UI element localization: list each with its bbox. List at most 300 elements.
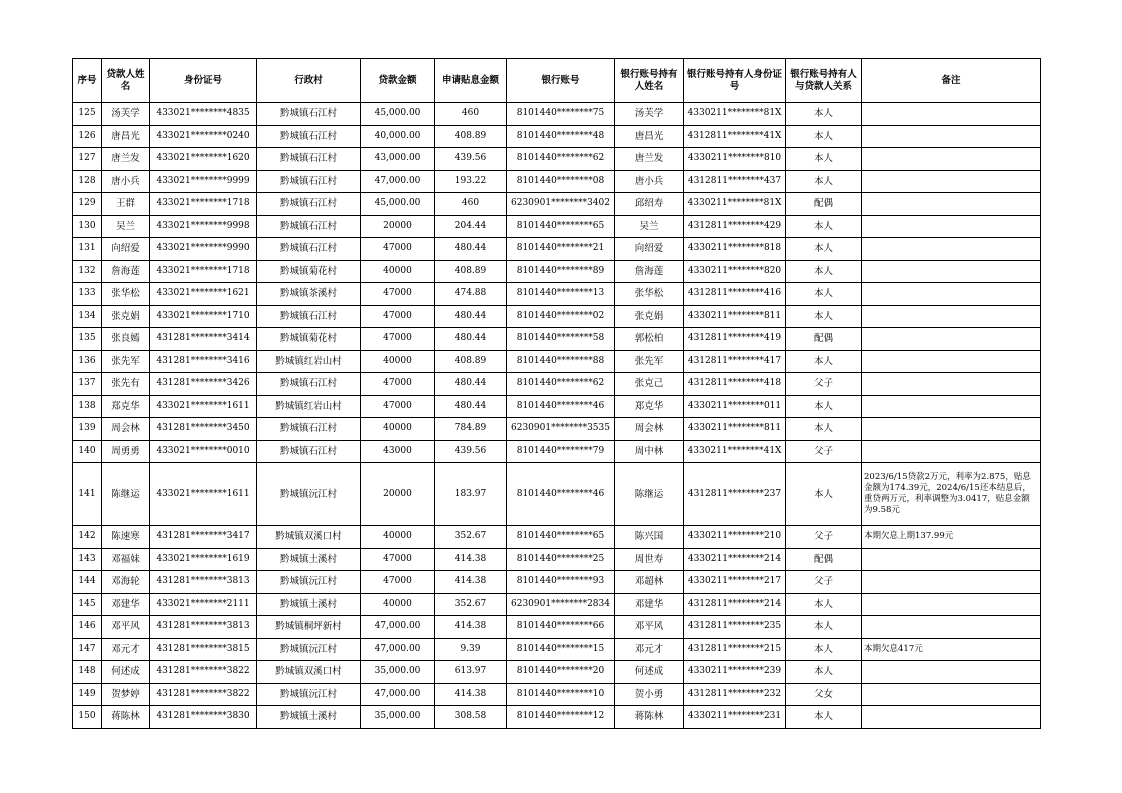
table-row bbox=[73, 661, 1041, 684]
holder-id-cell: 4312811********417 bbox=[684, 350, 786, 373]
remarks-cell bbox=[862, 193, 1041, 216]
remarks-cell bbox=[862, 170, 1041, 193]
holder-name-cell: 邱绍寿 bbox=[615, 193, 684, 216]
id-number-cell: 431281********3822 bbox=[150, 661, 257, 684]
loan-amount-cell: 47000 bbox=[361, 305, 435, 328]
table-row bbox=[73, 638, 1041, 661]
relationship-cell: 配偶 bbox=[786, 548, 862, 571]
subsidy-amount-cell: 460 bbox=[435, 103, 507, 126]
loan-amount-cell: 40,000.00 bbox=[361, 125, 435, 148]
loan-amount-cell: 20000 bbox=[361, 463, 435, 526]
borrower-name-cell: 唐小兵 bbox=[102, 170, 150, 193]
seq-cell: 132 bbox=[73, 260, 102, 283]
remarks-cell: 本期欠息上期137.99元 bbox=[862, 526, 1041, 549]
table-row bbox=[73, 593, 1041, 616]
holder-name-cell: 周中林 bbox=[615, 440, 684, 463]
borrower-name-cell: 詹海莲 bbox=[102, 260, 150, 283]
subsidy-amount-cell: 414.38 bbox=[435, 548, 507, 571]
bank-account-cell: 8101440********48 bbox=[507, 125, 615, 148]
bank-account-cell: 8101440********58 bbox=[507, 328, 615, 351]
relationship-cell: 父女 bbox=[786, 683, 862, 706]
id-number-cell: 431281********3813 bbox=[150, 616, 257, 639]
loan-amount-cell: 47000 bbox=[361, 571, 435, 594]
holder-name-cell: 唐小兵 bbox=[615, 170, 684, 193]
relationship-cell: 父子 bbox=[786, 526, 862, 549]
header-village: 行政村 bbox=[257, 59, 361, 103]
borrower-name-cell: 陈继运 bbox=[102, 463, 150, 526]
seq-cell: 127 bbox=[73, 148, 102, 171]
holder-id-cell: 4312811********419 bbox=[684, 328, 786, 351]
seq-cell: 148 bbox=[73, 661, 102, 684]
village-cell: 黔城镇石江村 bbox=[257, 418, 361, 441]
village-cell: 黔城镇沅江村 bbox=[257, 683, 361, 706]
holder-name-cell: 邓元才 bbox=[615, 638, 684, 661]
relationship-cell: 本人 bbox=[786, 395, 862, 418]
table-row bbox=[73, 350, 1041, 373]
relationship-cell: 本人 bbox=[786, 638, 862, 661]
remarks-cell bbox=[862, 440, 1041, 463]
bank-account-cell: 8101440********46 bbox=[507, 395, 615, 418]
borrower-name-cell: 周会林 bbox=[102, 418, 150, 441]
relationship-cell: 父子 bbox=[786, 571, 862, 594]
seq-cell: 144 bbox=[73, 571, 102, 594]
loan-amount-cell: 40000 bbox=[361, 260, 435, 283]
header-holder-name: 银行账号持有人姓名 bbox=[615, 59, 684, 103]
id-number-cell: 433021********1620 bbox=[150, 148, 257, 171]
header-loan-amount: 贷款金额 bbox=[361, 59, 435, 103]
remarks-cell bbox=[862, 350, 1041, 373]
table-row bbox=[73, 283, 1041, 306]
loan-amount-cell: 47,000.00 bbox=[361, 638, 435, 661]
subsidy-amount-cell: 480.44 bbox=[435, 305, 507, 328]
holder-id-cell: 4312811********437 bbox=[684, 170, 786, 193]
loan-amount-cell: 47000 bbox=[361, 283, 435, 306]
relationship-cell: 本人 bbox=[786, 170, 862, 193]
id-number-cell: 433021********1718 bbox=[150, 193, 257, 216]
loan-amount-cell: 47,000.00 bbox=[361, 683, 435, 706]
subsidy-amount-cell: 613.97 bbox=[435, 661, 507, 684]
bank-account-cell: 8101440********66 bbox=[507, 616, 615, 639]
holder-id-cell: 4312811********232 bbox=[684, 683, 786, 706]
bank-account-cell: 8101440********10 bbox=[507, 683, 615, 706]
remarks-cell: 本期欠息417元 bbox=[862, 638, 1041, 661]
table-row bbox=[73, 238, 1041, 261]
table-row bbox=[73, 373, 1041, 396]
village-cell: 黔城镇桐坪新村 bbox=[257, 616, 361, 639]
seq-cell: 133 bbox=[73, 283, 102, 306]
subsidy-amount-cell: 480.44 bbox=[435, 238, 507, 261]
loan-amount-cell: 43,000.00 bbox=[361, 148, 435, 171]
seq-cell: 140 bbox=[73, 440, 102, 463]
borrower-name-cell: 周勇勇 bbox=[102, 440, 150, 463]
borrower-name-cell: 贺梦婷 bbox=[102, 683, 150, 706]
holder-id-cell: 4312811********237 bbox=[684, 463, 786, 526]
village-cell: 黔城镇石江村 bbox=[257, 193, 361, 216]
borrower-name-cell: 张先有 bbox=[102, 373, 150, 396]
header-seq: 序号 bbox=[73, 59, 102, 103]
borrower-name-cell: 张华松 bbox=[102, 283, 150, 306]
holder-id-cell: 4330211********810 bbox=[684, 148, 786, 171]
table-row bbox=[73, 571, 1041, 594]
remarks-cell bbox=[862, 148, 1041, 171]
id-number-cell: 431281********3426 bbox=[150, 373, 257, 396]
holder-id-cell: 4330211********818 bbox=[684, 238, 786, 261]
table-row bbox=[73, 148, 1041, 171]
id-number-cell: 433021********1611 bbox=[150, 463, 257, 526]
village-cell: 黔城镇菊花村 bbox=[257, 328, 361, 351]
holder-id-cell: 4330211********239 bbox=[684, 661, 786, 684]
remarks-cell bbox=[862, 548, 1041, 571]
remarks-cell bbox=[862, 616, 1041, 639]
remarks-cell bbox=[862, 395, 1041, 418]
table-row bbox=[73, 683, 1041, 706]
id-number-cell: 433021********1621 bbox=[150, 283, 257, 306]
subsidy-amount-cell: 439.56 bbox=[435, 440, 507, 463]
id-number-cell: 433021********1619 bbox=[150, 548, 257, 571]
table-row bbox=[73, 395, 1041, 418]
subsidy-amount-cell: 474.88 bbox=[435, 283, 507, 306]
remarks-cell bbox=[862, 103, 1041, 126]
relationship-cell: 本人 bbox=[786, 616, 862, 639]
loan-amount-cell: 40000 bbox=[361, 593, 435, 616]
seq-cell: 138 bbox=[73, 395, 102, 418]
village-cell: 黔城镇茶溪村 bbox=[257, 283, 361, 306]
seq-cell: 135 bbox=[73, 328, 102, 351]
holder-id-cell: 4330211********811 bbox=[684, 305, 786, 328]
remarks-cell bbox=[862, 283, 1041, 306]
holder-id-cell: 4330211********214 bbox=[684, 548, 786, 571]
village-cell: 黔城镇石江村 bbox=[257, 440, 361, 463]
relationship-cell: 本人 bbox=[786, 260, 862, 283]
holder-name-cell: 郭松柏 bbox=[615, 328, 684, 351]
borrower-name-cell: 张良嫣 bbox=[102, 328, 150, 351]
subsidy-amount-cell: 193.22 bbox=[435, 170, 507, 193]
table-row bbox=[73, 170, 1041, 193]
loan-amount-cell: 47000 bbox=[361, 395, 435, 418]
bank-account-cell: 8101440********62 bbox=[507, 148, 615, 171]
village-cell: 黔城镇石江村 bbox=[257, 148, 361, 171]
remarks-cell: 2023/6/15贷款2万元，利率为2.875，贴息金额为174.39元，2024/6/15还本结息后，重贷两万元，利率调整为3.0417，贴息金额为9.58元 bbox=[862, 463, 1041, 526]
remarks-cell bbox=[862, 661, 1041, 684]
holder-name-cell: 张华松 bbox=[615, 283, 684, 306]
loan-amount-cell: 47000 bbox=[361, 328, 435, 351]
header-borrower-name: 贷款人姓名 bbox=[102, 59, 150, 103]
relationship-cell: 本人 bbox=[786, 593, 862, 616]
loan-amount-cell: 35,000.00 bbox=[361, 706, 435, 729]
loan-amount-cell: 47000 bbox=[361, 373, 435, 396]
borrower-name-cell: 邓海轮 bbox=[102, 571, 150, 594]
holder-name-cell: 何述成 bbox=[615, 661, 684, 684]
bank-account-cell: 8101440********75 bbox=[507, 103, 615, 126]
subsidy-amount-cell: 9.39 bbox=[435, 638, 507, 661]
holder-id-cell: 4330211********011 bbox=[684, 395, 786, 418]
header-remarks: 备注 bbox=[862, 59, 1041, 103]
holder-name-cell: 张克娟 bbox=[615, 305, 684, 328]
table-row bbox=[73, 125, 1041, 148]
holder-id-cell: 4330211********81X bbox=[684, 193, 786, 216]
table-row bbox=[73, 706, 1041, 729]
subsidy-amount-cell: 480.44 bbox=[435, 395, 507, 418]
id-number-cell: 433021********9999 bbox=[150, 170, 257, 193]
loan-amount-cell: 35,000.00 bbox=[361, 661, 435, 684]
village-cell: 黔城镇石江村 bbox=[257, 103, 361, 126]
header-relationship: 银行账号持有人与贷款人关系 bbox=[786, 59, 862, 103]
table-row bbox=[73, 103, 1041, 126]
loan-amount-cell: 47000 bbox=[361, 548, 435, 571]
borrower-name-cell: 吴兰 bbox=[102, 215, 150, 238]
bank-account-cell: 6230901********3402 bbox=[507, 193, 615, 216]
borrower-name-cell: 何述成 bbox=[102, 661, 150, 684]
relationship-cell: 本人 bbox=[786, 661, 862, 684]
seq-cell: 141 bbox=[73, 463, 102, 526]
loan-subsidy-table bbox=[72, 58, 1041, 729]
remarks-cell bbox=[862, 238, 1041, 261]
subsidy-amount-cell: 414.38 bbox=[435, 571, 507, 594]
holder-id-cell: 4330211********811 bbox=[684, 418, 786, 441]
header-id-number: 身份证号 bbox=[150, 59, 257, 103]
holder-name-cell: 张克己 bbox=[615, 373, 684, 396]
remarks-cell bbox=[862, 571, 1041, 594]
holder-name-cell: 向绍爱 bbox=[615, 238, 684, 261]
village-cell: 黔城镇石江村 bbox=[257, 305, 361, 328]
borrower-name-cell: 郑克华 bbox=[102, 395, 150, 418]
seq-cell: 130 bbox=[73, 215, 102, 238]
subsidy-amount-cell: 183.97 bbox=[435, 463, 507, 526]
holder-id-cell: 4312811********214 bbox=[684, 593, 786, 616]
subsidy-amount-cell: 784.89 bbox=[435, 418, 507, 441]
holder-name-cell: 邓平风 bbox=[615, 616, 684, 639]
relationship-cell: 本人 bbox=[786, 148, 862, 171]
loan-amount-cell: 20000 bbox=[361, 215, 435, 238]
subsidy-amount-cell: 352.67 bbox=[435, 593, 507, 616]
holder-id-cell: 4312811********215 bbox=[684, 638, 786, 661]
table-row bbox=[73, 418, 1041, 441]
header-row bbox=[73, 59, 1041, 103]
relationship-cell: 本人 bbox=[786, 125, 862, 148]
village-cell: 黔城镇石江村 bbox=[257, 125, 361, 148]
village-cell: 黔城镇沅江村 bbox=[257, 463, 361, 526]
table-row bbox=[73, 260, 1041, 283]
borrower-name-cell: 蒋陈林 bbox=[102, 706, 150, 729]
bank-account-cell: 8101440********79 bbox=[507, 440, 615, 463]
holder-id-cell: 4330211********231 bbox=[684, 706, 786, 729]
seq-cell: 136 bbox=[73, 350, 102, 373]
village-cell: 黔城镇菊花村 bbox=[257, 260, 361, 283]
subsidy-amount-cell: 408.89 bbox=[435, 125, 507, 148]
remarks-cell bbox=[862, 305, 1041, 328]
id-number-cell: 433021********1611 bbox=[150, 395, 257, 418]
holder-name-cell: 陈兴国 bbox=[615, 526, 684, 549]
bank-account-cell: 8101440********20 bbox=[507, 661, 615, 684]
id-number-cell: 431281********3414 bbox=[150, 328, 257, 351]
seq-cell: 128 bbox=[73, 170, 102, 193]
seq-cell: 129 bbox=[73, 193, 102, 216]
id-number-cell: 433021********0010 bbox=[150, 440, 257, 463]
id-number-cell: 433021********9998 bbox=[150, 215, 257, 238]
holder-id-cell: 4312811********418 bbox=[684, 373, 786, 396]
holder-name-cell: 吴兰 bbox=[615, 215, 684, 238]
relationship-cell: 本人 bbox=[786, 283, 862, 306]
subsidy-amount-cell: 352.67 bbox=[435, 526, 507, 549]
borrower-name-cell: 邓平风 bbox=[102, 616, 150, 639]
bank-account-cell: 8101440********25 bbox=[507, 548, 615, 571]
table-row bbox=[73, 328, 1041, 351]
holder-name-cell: 汤芙学 bbox=[615, 103, 684, 126]
borrower-name-cell: 向绍爱 bbox=[102, 238, 150, 261]
subsidy-amount-cell: 414.38 bbox=[435, 683, 507, 706]
seq-cell: 149 bbox=[73, 683, 102, 706]
header-holder-id: 银行账号持有人身份证号 bbox=[684, 59, 786, 103]
loan-amount-cell: 40000 bbox=[361, 526, 435, 549]
borrower-name-cell: 张克娟 bbox=[102, 305, 150, 328]
seq-cell: 125 bbox=[73, 103, 102, 126]
holder-name-cell: 詹海莲 bbox=[615, 260, 684, 283]
header-subsidy-amount: 申请贴息金额 bbox=[435, 59, 507, 103]
village-cell: 黔城镇沅江村 bbox=[257, 571, 361, 594]
subsidy-amount-cell: 204.44 bbox=[435, 215, 507, 238]
seq-cell: 134 bbox=[73, 305, 102, 328]
relationship-cell: 配偶 bbox=[786, 328, 862, 351]
village-cell: 黔城镇红岩山村 bbox=[257, 395, 361, 418]
id-number-cell: 433021********1710 bbox=[150, 305, 257, 328]
id-number-cell: 431281********3417 bbox=[150, 526, 257, 549]
loan-amount-cell: 47,000.00 bbox=[361, 170, 435, 193]
id-number-cell: 431281********3416 bbox=[150, 350, 257, 373]
bank-account-cell: 8101440********65 bbox=[507, 526, 615, 549]
remarks-cell bbox=[862, 706, 1041, 729]
id-number-cell: 433021********1718 bbox=[150, 260, 257, 283]
remarks-cell bbox=[862, 593, 1041, 616]
bank-account-cell: 8101440********88 bbox=[507, 350, 615, 373]
bank-account-cell: 8101440********12 bbox=[507, 706, 615, 729]
table-row bbox=[73, 526, 1041, 549]
seq-cell: 142 bbox=[73, 526, 102, 549]
id-number-cell: 433021********4835 bbox=[150, 103, 257, 126]
loan-amount-cell: 45,000.00 bbox=[361, 103, 435, 126]
holder-name-cell: 周会林 bbox=[615, 418, 684, 441]
relationship-cell: 本人 bbox=[786, 215, 862, 238]
header-bank-account: 银行账号 bbox=[507, 59, 615, 103]
village-cell: 黔城镇双溪口村 bbox=[257, 526, 361, 549]
relationship-cell: 本人 bbox=[786, 238, 862, 261]
holder-id-cell: 4330211********217 bbox=[684, 571, 786, 594]
bank-account-cell: 6230901********3535 bbox=[507, 418, 615, 441]
loan-amount-cell: 47000 bbox=[361, 238, 435, 261]
loan-amount-cell: 40000 bbox=[361, 418, 435, 441]
borrower-name-cell: 邓建华 bbox=[102, 593, 150, 616]
village-cell: 黔城镇土溪村 bbox=[257, 548, 361, 571]
holder-name-cell: 邓建华 bbox=[615, 593, 684, 616]
seq-cell: 147 bbox=[73, 638, 102, 661]
relationship-cell: 本人 bbox=[786, 418, 862, 441]
id-number-cell: 431281********3822 bbox=[150, 683, 257, 706]
relationship-cell: 配偶 bbox=[786, 193, 862, 216]
borrower-name-cell: 王群 bbox=[102, 193, 150, 216]
bank-account-cell: 8101440********15 bbox=[507, 638, 615, 661]
id-number-cell: 431281********3815 bbox=[150, 638, 257, 661]
village-cell: 黔城镇沅江村 bbox=[257, 638, 361, 661]
holder-name-cell: 周世寿 bbox=[615, 548, 684, 571]
table-row bbox=[73, 463, 1041, 526]
relationship-cell: 本人 bbox=[786, 103, 862, 126]
remarks-cell bbox=[862, 125, 1041, 148]
holder-name-cell: 蒋陈林 bbox=[615, 706, 684, 729]
subsidy-amount-cell: 408.89 bbox=[435, 260, 507, 283]
subsidy-amount-cell: 414.38 bbox=[435, 616, 507, 639]
village-cell: 黔城镇土溪村 bbox=[257, 593, 361, 616]
bank-account-cell: 8101440********02 bbox=[507, 305, 615, 328]
bank-account-cell: 8101440********93 bbox=[507, 571, 615, 594]
loan-amount-cell: 47,000.00 bbox=[361, 616, 435, 639]
bank-account-cell: 6230901********2834 bbox=[507, 593, 615, 616]
remarks-cell bbox=[862, 328, 1041, 351]
bank-account-cell: 8101440********08 bbox=[507, 170, 615, 193]
seq-cell: 126 bbox=[73, 125, 102, 148]
seq-cell: 146 bbox=[73, 616, 102, 639]
table-row bbox=[73, 440, 1041, 463]
id-number-cell: 433021********2111 bbox=[150, 593, 257, 616]
holder-id-cell: 4312811********429 bbox=[684, 215, 786, 238]
borrower-name-cell: 唐兰发 bbox=[102, 148, 150, 171]
remarks-cell bbox=[862, 260, 1041, 283]
borrower-name-cell: 唐昌光 bbox=[102, 125, 150, 148]
relationship-cell: 本人 bbox=[786, 350, 862, 373]
relationship-cell: 父子 bbox=[786, 440, 862, 463]
holder-name-cell: 张先军 bbox=[615, 350, 684, 373]
subsidy-amount-cell: 480.44 bbox=[435, 373, 507, 396]
holder-id-cell: 4330211********210 bbox=[684, 526, 786, 549]
table-row bbox=[73, 616, 1041, 639]
borrower-name-cell: 邓元才 bbox=[102, 638, 150, 661]
bank-account-cell: 8101440********65 bbox=[507, 215, 615, 238]
seq-cell: 139 bbox=[73, 418, 102, 441]
subsidy-amount-cell: 439.56 bbox=[435, 148, 507, 171]
borrower-name-cell: 陈速寒 bbox=[102, 526, 150, 549]
loan-amount-cell: 43000 bbox=[361, 440, 435, 463]
seq-cell: 150 bbox=[73, 706, 102, 729]
bank-account-cell: 8101440********89 bbox=[507, 260, 615, 283]
remarks-cell bbox=[862, 215, 1041, 238]
seq-cell: 137 bbox=[73, 373, 102, 396]
holder-id-cell: 4312811********41X bbox=[684, 125, 786, 148]
holder-name-cell: 郑克华 bbox=[615, 395, 684, 418]
holder-name-cell: 邓超林 bbox=[615, 571, 684, 594]
village-cell: 黔城镇双溪口村 bbox=[257, 661, 361, 684]
bank-account-cell: 8101440********46 bbox=[507, 463, 615, 526]
subsidy-amount-cell: 408.89 bbox=[435, 350, 507, 373]
holder-id-cell: 4330211********41X bbox=[684, 440, 786, 463]
loan-amount-cell: 45,000.00 bbox=[361, 193, 435, 216]
id-number-cell: 433021********9990 bbox=[150, 238, 257, 261]
village-cell: 黔城镇石江村 bbox=[257, 373, 361, 396]
holder-id-cell: 4330211********820 bbox=[684, 260, 786, 283]
relationship-cell: 本人 bbox=[786, 305, 862, 328]
remarks-cell bbox=[862, 373, 1041, 396]
relationship-cell: 本人 bbox=[786, 706, 862, 729]
holder-name-cell: 陈继运 bbox=[615, 463, 684, 526]
seq-cell: 131 bbox=[73, 238, 102, 261]
bank-account-cell: 8101440********13 bbox=[507, 283, 615, 306]
bank-account-cell: 8101440********62 bbox=[507, 373, 615, 396]
subsidy-amount-cell: 480.44 bbox=[435, 328, 507, 351]
seq-cell: 145 bbox=[73, 593, 102, 616]
borrower-name-cell: 汤芙学 bbox=[102, 103, 150, 126]
loan-amount-cell: 40000 bbox=[361, 350, 435, 373]
village-cell: 黔城镇土溪村 bbox=[257, 706, 361, 729]
subsidy-amount-cell: 308.58 bbox=[435, 706, 507, 729]
bank-account-cell: 8101440********21 bbox=[507, 238, 615, 261]
relationship-cell: 父子 bbox=[786, 373, 862, 396]
